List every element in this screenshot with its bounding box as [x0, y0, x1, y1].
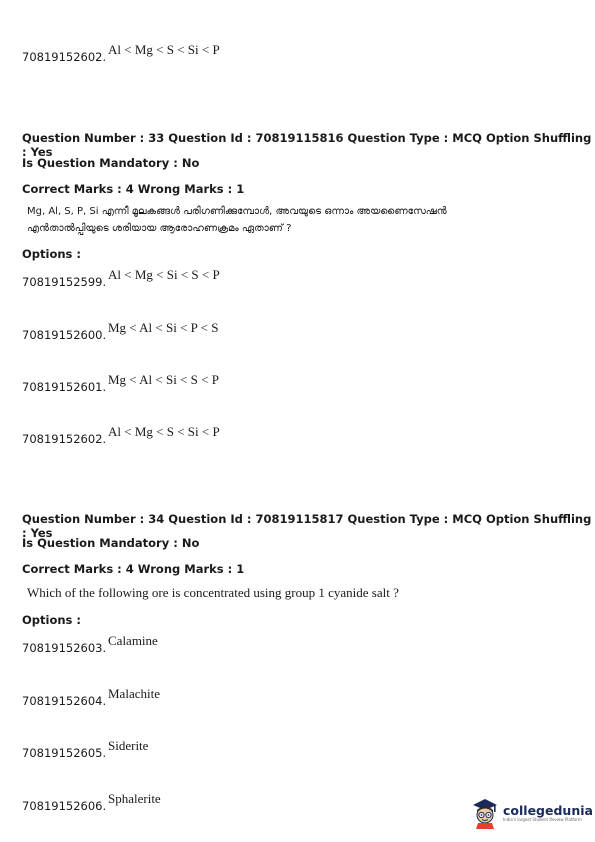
question-mandatory: Is Question Mandatory : No [22, 536, 200, 550]
graduate-mascot-icon [470, 797, 500, 829]
option-text: Al < Mg < S < Si < P [108, 42, 220, 57]
option-id: 70819152600. [22, 328, 107, 342]
question-marks: Correct Marks : 4 Wrong Marks : 1 [22, 562, 245, 576]
option-id: 70819152602. [22, 50, 107, 64]
option-text: Mg < Al < Si < P < S [108, 320, 219, 335]
options-label: Options : [22, 613, 81, 627]
question-text-line: എൻതാൽപ്പിയുടെ ശരിയായ ആരോഹണക്രമം ഏതാണ് ? [27, 223, 292, 234]
question-text: Which of the following ore is concentrated using group 1 cyanide salt ? [27, 585, 399, 600]
option-id: 70819152602. [22, 432, 107, 446]
question-marks: Correct Marks : 4 Wrong Marks : 1 [22, 182, 245, 196]
option-id: 70819152601. [22, 380, 107, 394]
option-text: Malachite [108, 686, 160, 701]
question-header: Question Number : 33 Question Id : 70819115816 Question Type : MCQ Option Shuffling : Yes [22, 131, 592, 159]
question-text [27, 203, 497, 237]
option-text: Al < Mg < S < Si < P [108, 424, 220, 439]
option-id: 70819152603. [22, 641, 107, 655]
option-text: Mg < Al < Si < S < P [108, 372, 219, 387]
option-id: 70819152605. [22, 746, 107, 760]
collegedunia-logo [470, 797, 593, 829]
option-id: 70819152599. [22, 275, 107, 289]
option-text: Calamine [108, 633, 158, 648]
option-text: Al < Mg < Si < S < P [108, 267, 220, 282]
question-mandatory: Is Question Mandatory : No [22, 156, 200, 170]
question-header: Question Number : 34 Question Id : 70819115817 Question Type : MCQ Option Shuffling : Yes [22, 512, 592, 540]
logo-name: collegedunia [503, 802, 593, 818]
option-id: 70819152604. [22, 694, 107, 708]
question-text-line: Mg, Al, S, P, Si എന്നീ മൂലകങ്ങൾ പരിഗണിക്കുമ്പോൾ, അവയുടെ ഒന്നാം അയണൈസേഷൻ [27, 206, 447, 217]
option-text: Sphalerite [108, 791, 161, 806]
logo-tagline: India's largest Student Review Platform [503, 816, 582, 822]
option-text: Siderite [108, 738, 149, 753]
options-label: Options : [22, 247, 81, 261]
option-id: 70819152606. [22, 799, 107, 813]
